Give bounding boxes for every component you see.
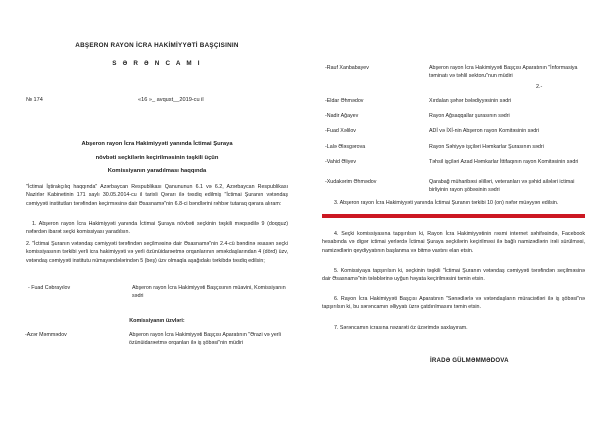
lead-paragraph: "İctimai İştirakçılıq haqqında" Azərbaycan Respublikası Qanununun 6.1 və 6.2, Azərbaycan Respublikası Nazirlər Kabinetinin 171 saylı 30.05.2014-cu il tarixli Qərarı ilə təsdiq edilmiş "İctimai Şuranın vətəndaş cəmiyyəti institutları tərəfindən keçirməsinə dair Əsasnamə"nin 6.8-ci bəndlərini rəhbər tutaraq qərara alıram: xyxy=(26,184,288,207)
clause-4: 4. Seçki komissiyasına tapşırılsın ki, Rayon İcra Hakimiyyətinin rəsmi internet səhifəsində, Facebook hesabında və digər ictimai yerlərdə İctimai Şuraya seçkilərin keçirilməsi ilə bağlı namizədlərin irəli sürülməsi, namizədlərin qeydiyyatının başlanma və bitmə vaxtını elan etsin. xyxy=(322,231,585,254)
member-name: -Xudakərim Əhmədov xyxy=(325,179,377,185)
clause-3: 3. Abşeron rayon İcra Hakimiyyəti yanında İctimai Şuranın tərkibi 10 (on) nəfər müəyyən edilsin. xyxy=(334,200,559,206)
page-number: 2.- xyxy=(536,84,543,90)
clause-1: 1. Abşeron rayon İcra Hakimiyyəti yanında İctimai Şuraya növbəti seçkinin təşkili məqsədilə 9 (doqquz) nəfərdən ibarət seçki komissiyası yaradılsın. xyxy=(26,221,288,236)
member-role: Rayon Səhiyyə işçiləri Həmkarlar Şurasının sədri xyxy=(429,144,544,150)
decree-number: № 174 xyxy=(26,97,43,103)
member-role: Xırdalan şəhər bələdiyyəsinin sədri xyxy=(429,98,512,104)
signature-name: İRADƏ GÜLMƏMMƏDOVA xyxy=(430,357,509,364)
clause-5: 5. Komissiyaya tapşırılsın ki, seçkinin təşkili "İctimai Şuranın vətəndaş cəmiyyəti tərəfindən seçilməsinə dair Əsasnamə"nin tələblərinə uyğun həyata keçirilməsini təmin etsin. xyxy=(322,268,585,283)
redaction-bar xyxy=(322,214,585,218)
header-decree-title: S Ə R Ə N C A M I xyxy=(112,60,202,67)
header-authority-line: ABŞERON RAYON İCRA HAKİMİYYƏTİ BAŞÇISININ xyxy=(75,42,239,49)
clause-6: 6. Rayon İcra Hakimiyyəti Başçısı Aparatının "Sənədlərlə və vətəndaşların müraciətləri ilə iş şöbəsi"nə tapşırılsın ki, bu sərəncamın əlliyyatı üzrə çatdırılmasını təmin etsin. xyxy=(322,296,585,311)
members-heading: Komissiyanın üzvləri: xyxy=(129,318,185,324)
subject-line-2: növbəti seçkilərin keçirilməsinin təşkili üçün xyxy=(95,154,219,161)
member-name: -Azər Məmmədov xyxy=(25,332,67,338)
clause-7: 7. Sərəncamın icrasına nəzarəti öz üzərimdə saxlayıram. xyxy=(334,325,468,331)
member-name: -Nadir Ağayev xyxy=(325,113,359,119)
chair-name: - Fuad Cəbrayılov xyxy=(28,285,71,291)
member-role: Təhsil işçiləri Azad Həmkarlar İttifaqının rayon Komitəsinin sədri xyxy=(429,159,579,165)
decree-date: «16 »_ avqust__2019-cu il xyxy=(138,97,204,103)
member-role: Abşeron rayon İcra Hakimiyyəti Başçısı Aparatının "İnformasiya təminatı və təhlil sektoru"nun müdiri xyxy=(429,65,578,80)
member-name: -Lalə Ələsgərova xyxy=(325,144,366,150)
subject-line-3: Komissiyanın yaradılması haqqında xyxy=(107,168,207,174)
member-name: -Rauf Xanbabayev xyxy=(325,65,369,71)
chair-role: Abşeron rayon İcra Hakimiyyəti Başçısının müavini, Komissiyanın sədri xyxy=(132,285,286,300)
clause-2: 2. "İctimai Şuranın vətəndaş cəmiyyəti tərəfindən seçilməsinə dair Əsasnamə"nin 2.4-cü bəndinə əsasən seçki komissiyasının tərkibi yerli icra hakimiyyəti və yerli özünüidarəetmə orqanlarının əməkdaşlarından 4 (dörd) üzv, vətəndaş cəmiyyəti institutu nümayəndələrindən 5 (beş) üzv olmaqla aşağıdakı tərkibdə təsdiq edilsin; xyxy=(26,241,288,264)
member-role: Qarabağ müharibəsi əlilləri, veteranları və şəhid ailələri ictimai birliyinin rayon şöbəsinin sədri xyxy=(429,179,575,194)
document-subject xyxy=(30,138,284,179)
document-header xyxy=(28,40,286,69)
member-role: Rayon Ağsaqqallar şurasının sədri xyxy=(429,113,510,119)
member-name: -Eldar Əhmədov xyxy=(325,98,364,104)
member-role: Abşeron rayon İcra Hakimiyyəti Başçısı Aparatının "Ərazi və yerli özünüidarəetmə orqanları ilə iş şöbəsi"nin müdiri xyxy=(129,332,281,347)
member-name: -Fuad Xəlilov xyxy=(325,128,356,134)
subject-line-1: Abşeron rayon İcra Hakimiyyəti yanında İctimai Şuraya xyxy=(81,141,233,147)
member-role: ADİ və İXİ-nin Abşeron rayon Komitəsinin sədri xyxy=(429,128,540,134)
member-name: -Vahid Əliyev xyxy=(325,159,356,165)
